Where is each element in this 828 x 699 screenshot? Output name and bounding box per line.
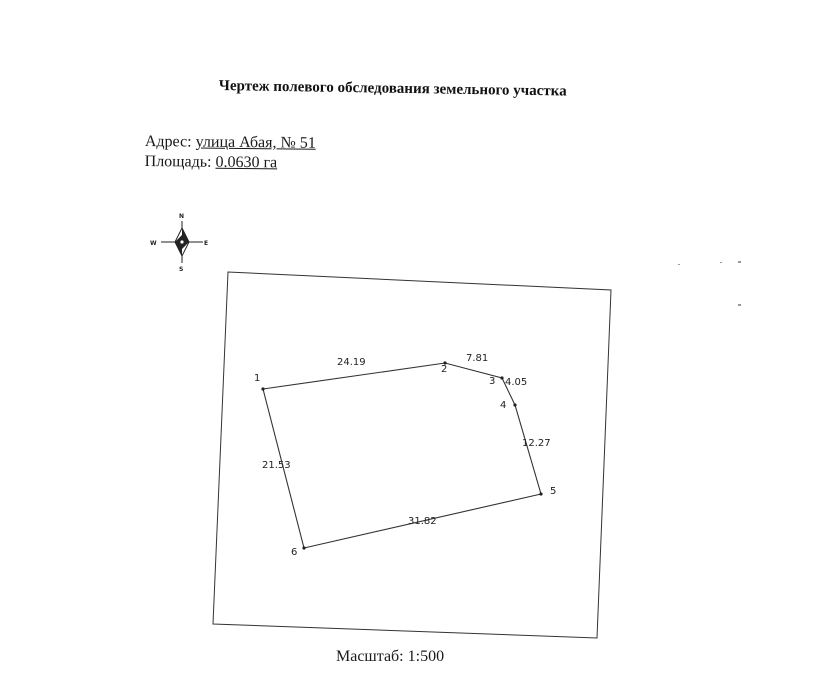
point-label: 3 xyxy=(489,376,496,387)
plot-outline xyxy=(263,363,541,548)
vertex-3 xyxy=(500,376,503,379)
edge-length: 31.82 xyxy=(408,516,437,527)
vertex-5 xyxy=(539,492,542,495)
point-label: 2 xyxy=(441,364,448,375)
edge-length: 12.27 xyxy=(522,438,551,449)
compass-north-label: N xyxy=(179,213,185,220)
address-value: улица Абая, № 51 xyxy=(195,133,316,152)
compass-east-label: E xyxy=(204,240,209,247)
document-title: Чертеж полевого обследования земельного участка xyxy=(218,78,567,100)
address-label: Адрес: xyxy=(144,132,192,151)
point-label: 1 xyxy=(254,373,261,384)
vertex-4 xyxy=(513,403,516,406)
point-label: 5 xyxy=(550,486,557,497)
point-label: 4 xyxy=(500,400,507,411)
edge-length: 24.19 xyxy=(337,357,366,368)
edge-length: 4.05 xyxy=(505,377,528,388)
point-label: 6 xyxy=(291,547,298,558)
edge-length: 7.81 xyxy=(466,353,489,364)
compass-west-label: W xyxy=(150,240,157,247)
compass-icon xyxy=(150,213,208,273)
scale-label: Масштаб: 1:500 xyxy=(336,648,445,665)
vertex-1 xyxy=(261,387,264,390)
area-value: 0.0630 га xyxy=(215,153,278,172)
scan-specks xyxy=(678,261,741,306)
drawing-frame xyxy=(213,272,611,638)
edge-length: 21.53 xyxy=(262,460,291,471)
vertex-6 xyxy=(302,546,305,549)
plot-vertices xyxy=(261,361,542,549)
area-label: Площадь: xyxy=(144,152,212,171)
compass-south-label: S xyxy=(179,266,184,273)
